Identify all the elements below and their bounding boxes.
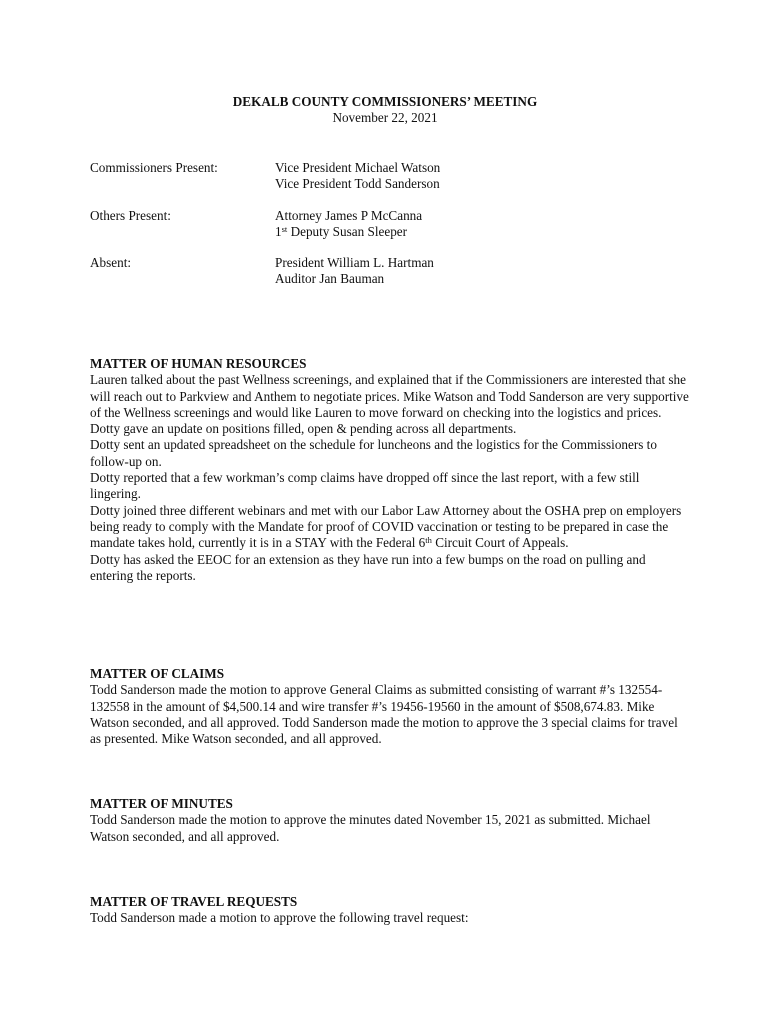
deputy-name: Deputy Susan Sleeper: [287, 223, 408, 239]
section-heading: MATTER OF MINUTES: [90, 796, 233, 811]
title-block: [0, 94, 770, 127]
attendee-name: President William L. Hartman: [275, 255, 434, 271]
section-minutes: [90, 796, 690, 845]
attendance-list: [90, 160, 690, 303]
paragraph: [90, 503, 690, 552]
ordinal-number: 1: [275, 223, 282, 239]
section-human-resources: [90, 356, 690, 584]
paragraph: Dotty gave an update on positions filled, open & pending across all departments.: [90, 421, 517, 437]
others-present-row: [90, 208, 690, 241]
others-present-names: [275, 208, 422, 241]
absent-label: Absent:: [90, 255, 132, 271]
paragraph-text: Dotty joined three different webinars and met with our Labor Law Attorney about the OSHA prep on employers being ready to comply with the Mandate for proof of COVID vaccination or testing to be prepared in case the mandate takes hold, currently it is in a STAY with the Federal 6: [90, 502, 682, 551]
attendee-name: Vice President Todd Sanderson: [275, 176, 440, 192]
section-travel-requests: [90, 894, 690, 927]
paragraph: Todd Sanderson made the motion to approve the minutes dated November 15, 2021 as submitted. Michael Watson seconded, and all approved.: [90, 812, 651, 844]
paragraph-text: Circuit Court of Appeals.: [431, 535, 569, 551]
meeting-title: DEKALB COUNTY COMMISSIONERS’ MEETING: [232, 94, 538, 109]
absent-names: [275, 255, 434, 288]
attendee-name: Vice President Michael Watson: [275, 160, 441, 175]
section-heading: MATTER OF CLAIMS: [90, 666, 225, 681]
others-present-label: Others Present:: [90, 207, 171, 223]
paragraph: Dotty has asked the EEOC for an extension as they have run into a few bumps on the road on pulling and entering the reports.: [90, 551, 646, 583]
attendee-name: Auditor Jan Bauman: [275, 271, 385, 287]
paragraph: Lauren talked about the past Wellness screenings, and explained that if the Commissioners are interested that she will reach out to Parkview and Anthem to negotiate prices. Mike Watson and Todd Sanderson are very supportive of the Wellness screenings and would like Lauren to move forward on checking into the logistics and prices.: [90, 372, 689, 420]
commissioners-present-row: [90, 160, 690, 193]
section-claims: [90, 666, 690, 747]
attendee-name-deputy: [275, 224, 422, 240]
paragraph: Dotty sent an updated spreadsheet on the schedule for luncheons and the logistics for the Commissioners to follow-up on.: [90, 437, 657, 469]
ordinal-suffix: th: [425, 535, 432, 546]
commissioners-present-names: [275, 160, 440, 193]
section-heading: MATTER OF TRAVEL REQUESTS: [90, 894, 298, 909]
paragraph: Todd Sanderson made the motion to approve General Claims as submitted consisting of warrant #’s 132554-132558 in the amount of $4,500.14 and wire transfer #’s 19456-19560 in the amount of $508,674.83. Mike Watson seconded, and all approved. Todd Sanderson made the motion to approve the 3 special claims for travel as presented. Mike Watson seconded, and all approved.: [90, 682, 678, 747]
ordinal-suffix: st: [281, 223, 288, 234]
meeting-date: November 22, 2021: [332, 110, 438, 126]
absent-row: [90, 255, 690, 288]
attendee-name: Attorney James P McCanna: [275, 207, 423, 223]
paragraph: Dotty reported that a few workman’s comp claims have dropped off since the last report, with a few still lingering.: [90, 470, 640, 502]
section-heading: MATTER OF HUMAN RESOURCES: [90, 356, 307, 371]
commissioners-present-label: Commissioners Present:: [90, 160, 218, 175]
paragraph: Todd Sanderson made a motion to approve the following travel request:: [90, 910, 469, 926]
